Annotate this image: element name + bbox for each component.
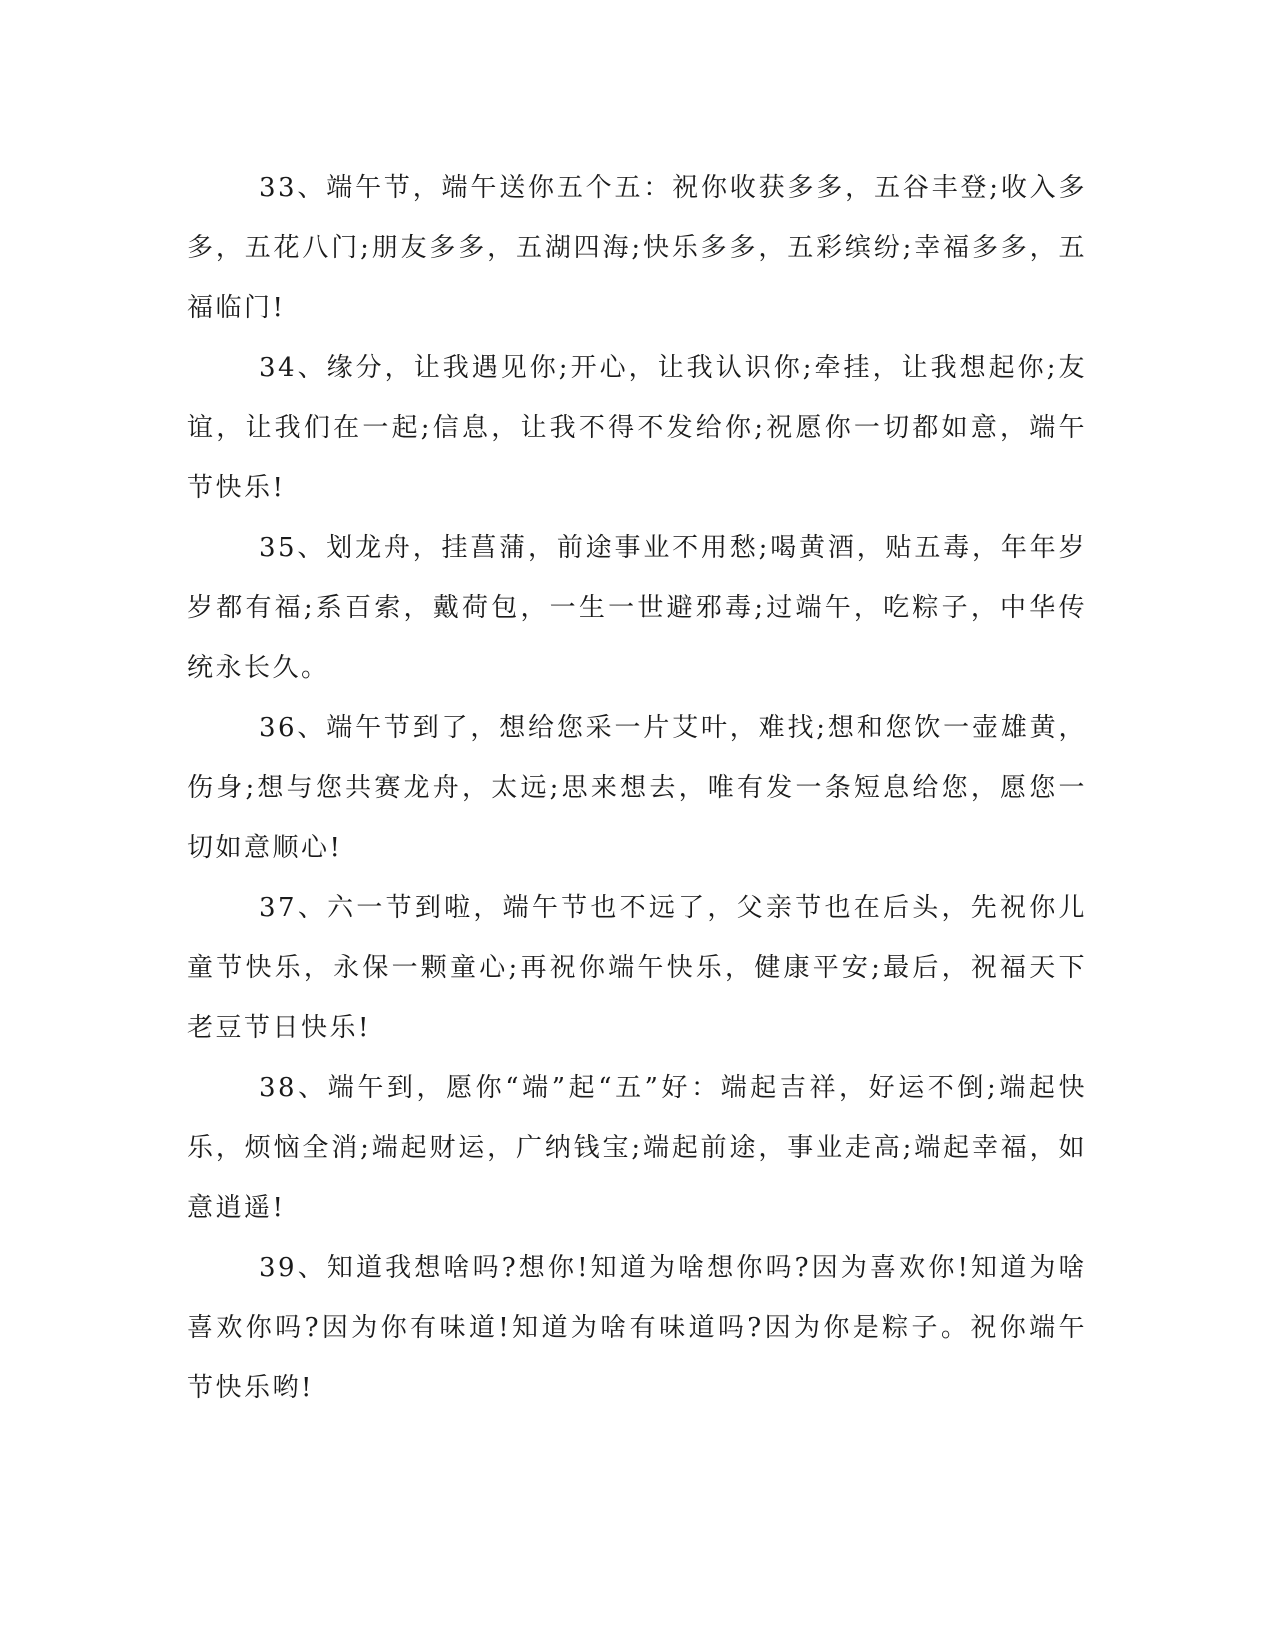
greeting-paragraph-36: 36、端午节到了，想给您采一片艾叶，难找;想和您饮一壶雄黄，伤身;想与您共赛龙舟，太远;思来想去，唯有发一条短息给您，愿您一切如意顺心! — [187, 713, 1087, 863]
document-body — [187, 158, 1087, 1418]
greeting-paragraph-35: 35、划龙舟，挂菖蒲，前途事业不用愁;喝黄酒，贴五毒，年年岁岁都有福;系百索，戴荷包，一生一世避邪毒;过端午，吃粽子，中华传统永长久。 — [187, 533, 1087, 683]
greeting-paragraph-39: 39、知道我想啥吗?想你!知道为啥想你吗?因为喜欢你!知道为啥喜欢你吗?因为你有味道!知道为啥有味道吗?因为你是粽子。祝你端午节快乐哟! — [187, 1253, 1087, 1403]
greeting-paragraph-33: 33、端午节，端午送你五个五：祝你收获多多，五谷丰登;收入多多，五花八门;朋友多多，五湖四海;快乐多多，五彩缤纷;幸福多多，五福临门! — [187, 173, 1087, 323]
greeting-paragraph-34: 34、缘分，让我遇见你;开心，让我认识你;牵挂，让我想起你;友谊，让我们在一起;信息，让我不得不发给你;祝愿你一切都如意，端午节快乐! — [187, 353, 1087, 503]
greeting-paragraph-37: 37、六一节到啦，端午节也不远了，父亲节也在后头，先祝你儿童节快乐，永保一颗童心;再祝你端午快乐，健康平安;最后，祝福天下老豆节日快乐! — [187, 893, 1087, 1043]
greeting-paragraph-38: 38、端午到，愿你“端”起“五”好：端起吉祥，好运不倒;端起快乐，烦恼全消;端起财运，广纳钱宝;端起前途，事业走高;端起幸福，如意逍遥! — [187, 1073, 1087, 1223]
